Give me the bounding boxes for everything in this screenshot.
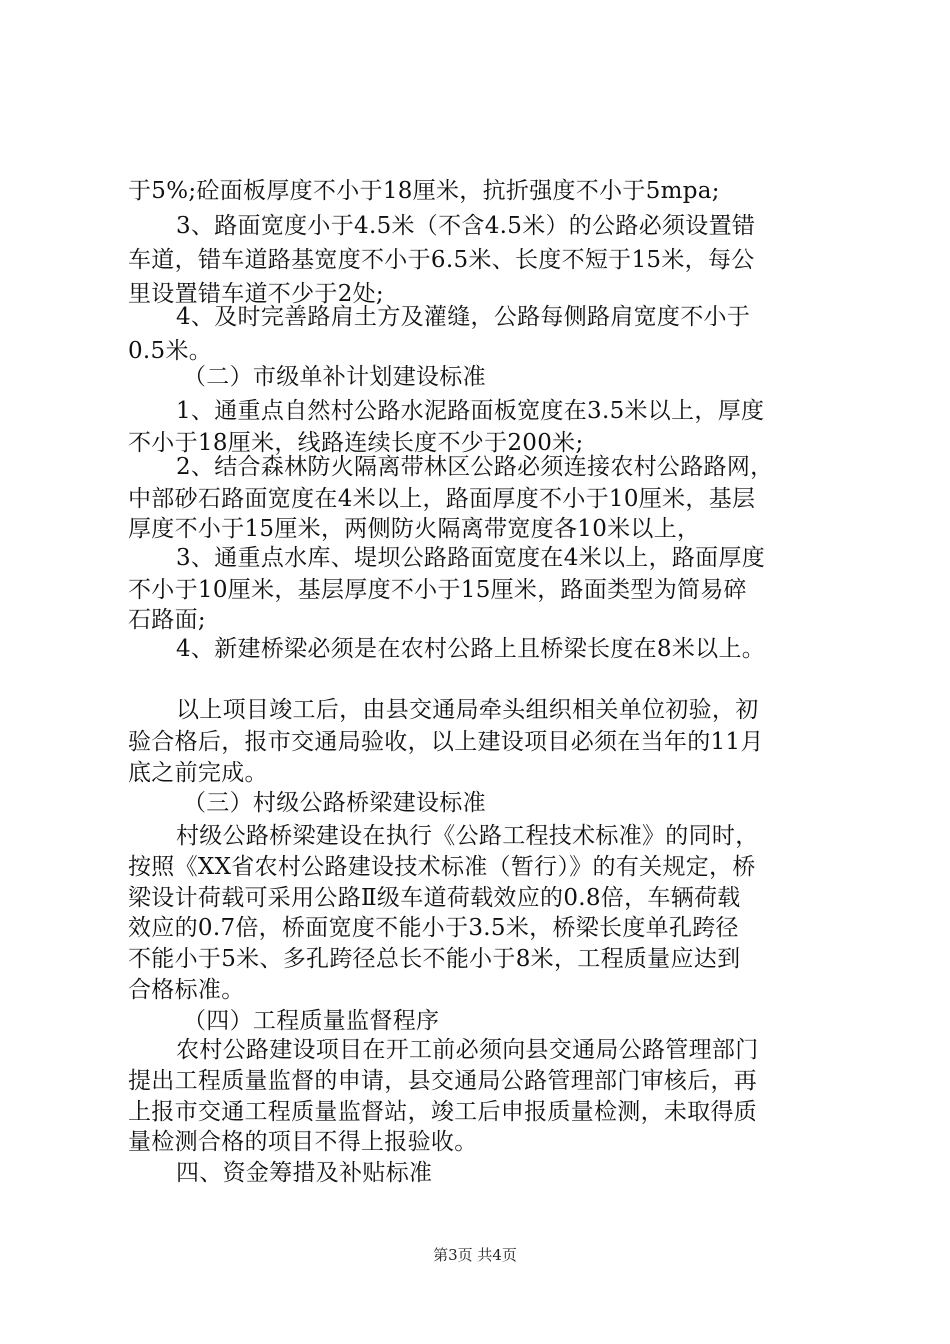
text-line: 合格标准。 [128,977,245,1003]
section-heading: （三）村级公路桥梁建设标准 [183,790,486,816]
text-line: 厚度不小于15厘米，两侧防火隔离带宽度各10米以上， [128,516,701,542]
section-heading: （二）市级单补计划建设标准 [183,364,486,390]
text-line: 3、路面宽度小于4.5米（不含4.5米）的公路必须设置错 [176,213,756,239]
text-line: 不小于18厘米，线路连续长度不少于200米; [128,430,584,456]
text-line: 按照《XX省农村公路建设技术标准（暂行）》的有关规定，桥 [128,854,756,880]
text-line: 提出工程质量监督的申请，县交通局公路管理部门审核后，再 [128,1068,758,1094]
text-line: 于5%;砼面板厚度不小于18厘米，抗折强度不小于5mpa; [128,178,720,204]
text-line: 2、结合森林防火隔离带林区公路必须连接农村公路路网， [176,454,774,480]
section-heading: （四）工程质量监督程序 [183,1008,440,1034]
text-line: 梁设计荷载可采用公路Ⅱ级车道荷载效应的0.8倍，车辆荷载 [128,885,741,911]
text-line: 验合格后，报市交通局验收，以上建设项目必须在当年的11月 [128,729,764,755]
text-line: 不能小于5米、多孔跨径总长不能小于8米，工程质量应达到 [128,946,741,972]
text-line: 0.5米。 [128,338,213,364]
text-line: 3、通重点水库、堤坝公路路面宽度在4米以上，路面厚度 [176,545,766,571]
text-line: 里设置错车道不少于2处; [128,281,384,307]
text-line: 不小于10厘米，基层厚度不小于15厘米，路面类型为简易碎 [128,577,747,603]
text-line: 村级公路桥梁建设在执行《公路工程技术标准》的同时， [176,823,759,849]
page-footer: 第3页 共4页 [433,1246,517,1264]
text-line: 车道，错车道路基宽度不小于6.5米、长度不短于15米，每公 [128,247,755,273]
section-heading: 四、资金筹措及补贴标准 [176,1160,433,1186]
text-line: 量检测合格的项目不得上报验收。 [128,1129,478,1155]
text-line: 4、及时完善路肩土方及灌缝，公路每侧路肩宽度不小于 [176,304,751,330]
text-line: 1、通重点自然村公路水泥路面板宽度在3.5米以上，厚度 [176,398,765,424]
text-line: 底之前完成。 [128,760,268,786]
text-line: 效应的0.7倍，桥面宽度不能小于3.5米，桥梁长度单孔跨径 [128,915,739,941]
text-line: 以上项目竣工后，由县交通局牵头组织相关单位初验，初 [176,697,759,723]
text-line: 石路面; [128,607,206,633]
text-line: 4、新建桥梁必须是在农村公路上且桥梁长度在8米以上。 [176,636,766,662]
text-line: 中部砂石路面宽度在4米以上，路面厚度不小于10厘米，基层 [128,486,756,512]
text-line: 上报市交通工程质量监督站，竣工后申报质量检测，未取得质 [128,1099,758,1125]
text-line: 农村公路建设项目在开工前必须向县交通局公路管理部门 [176,1037,759,1063]
